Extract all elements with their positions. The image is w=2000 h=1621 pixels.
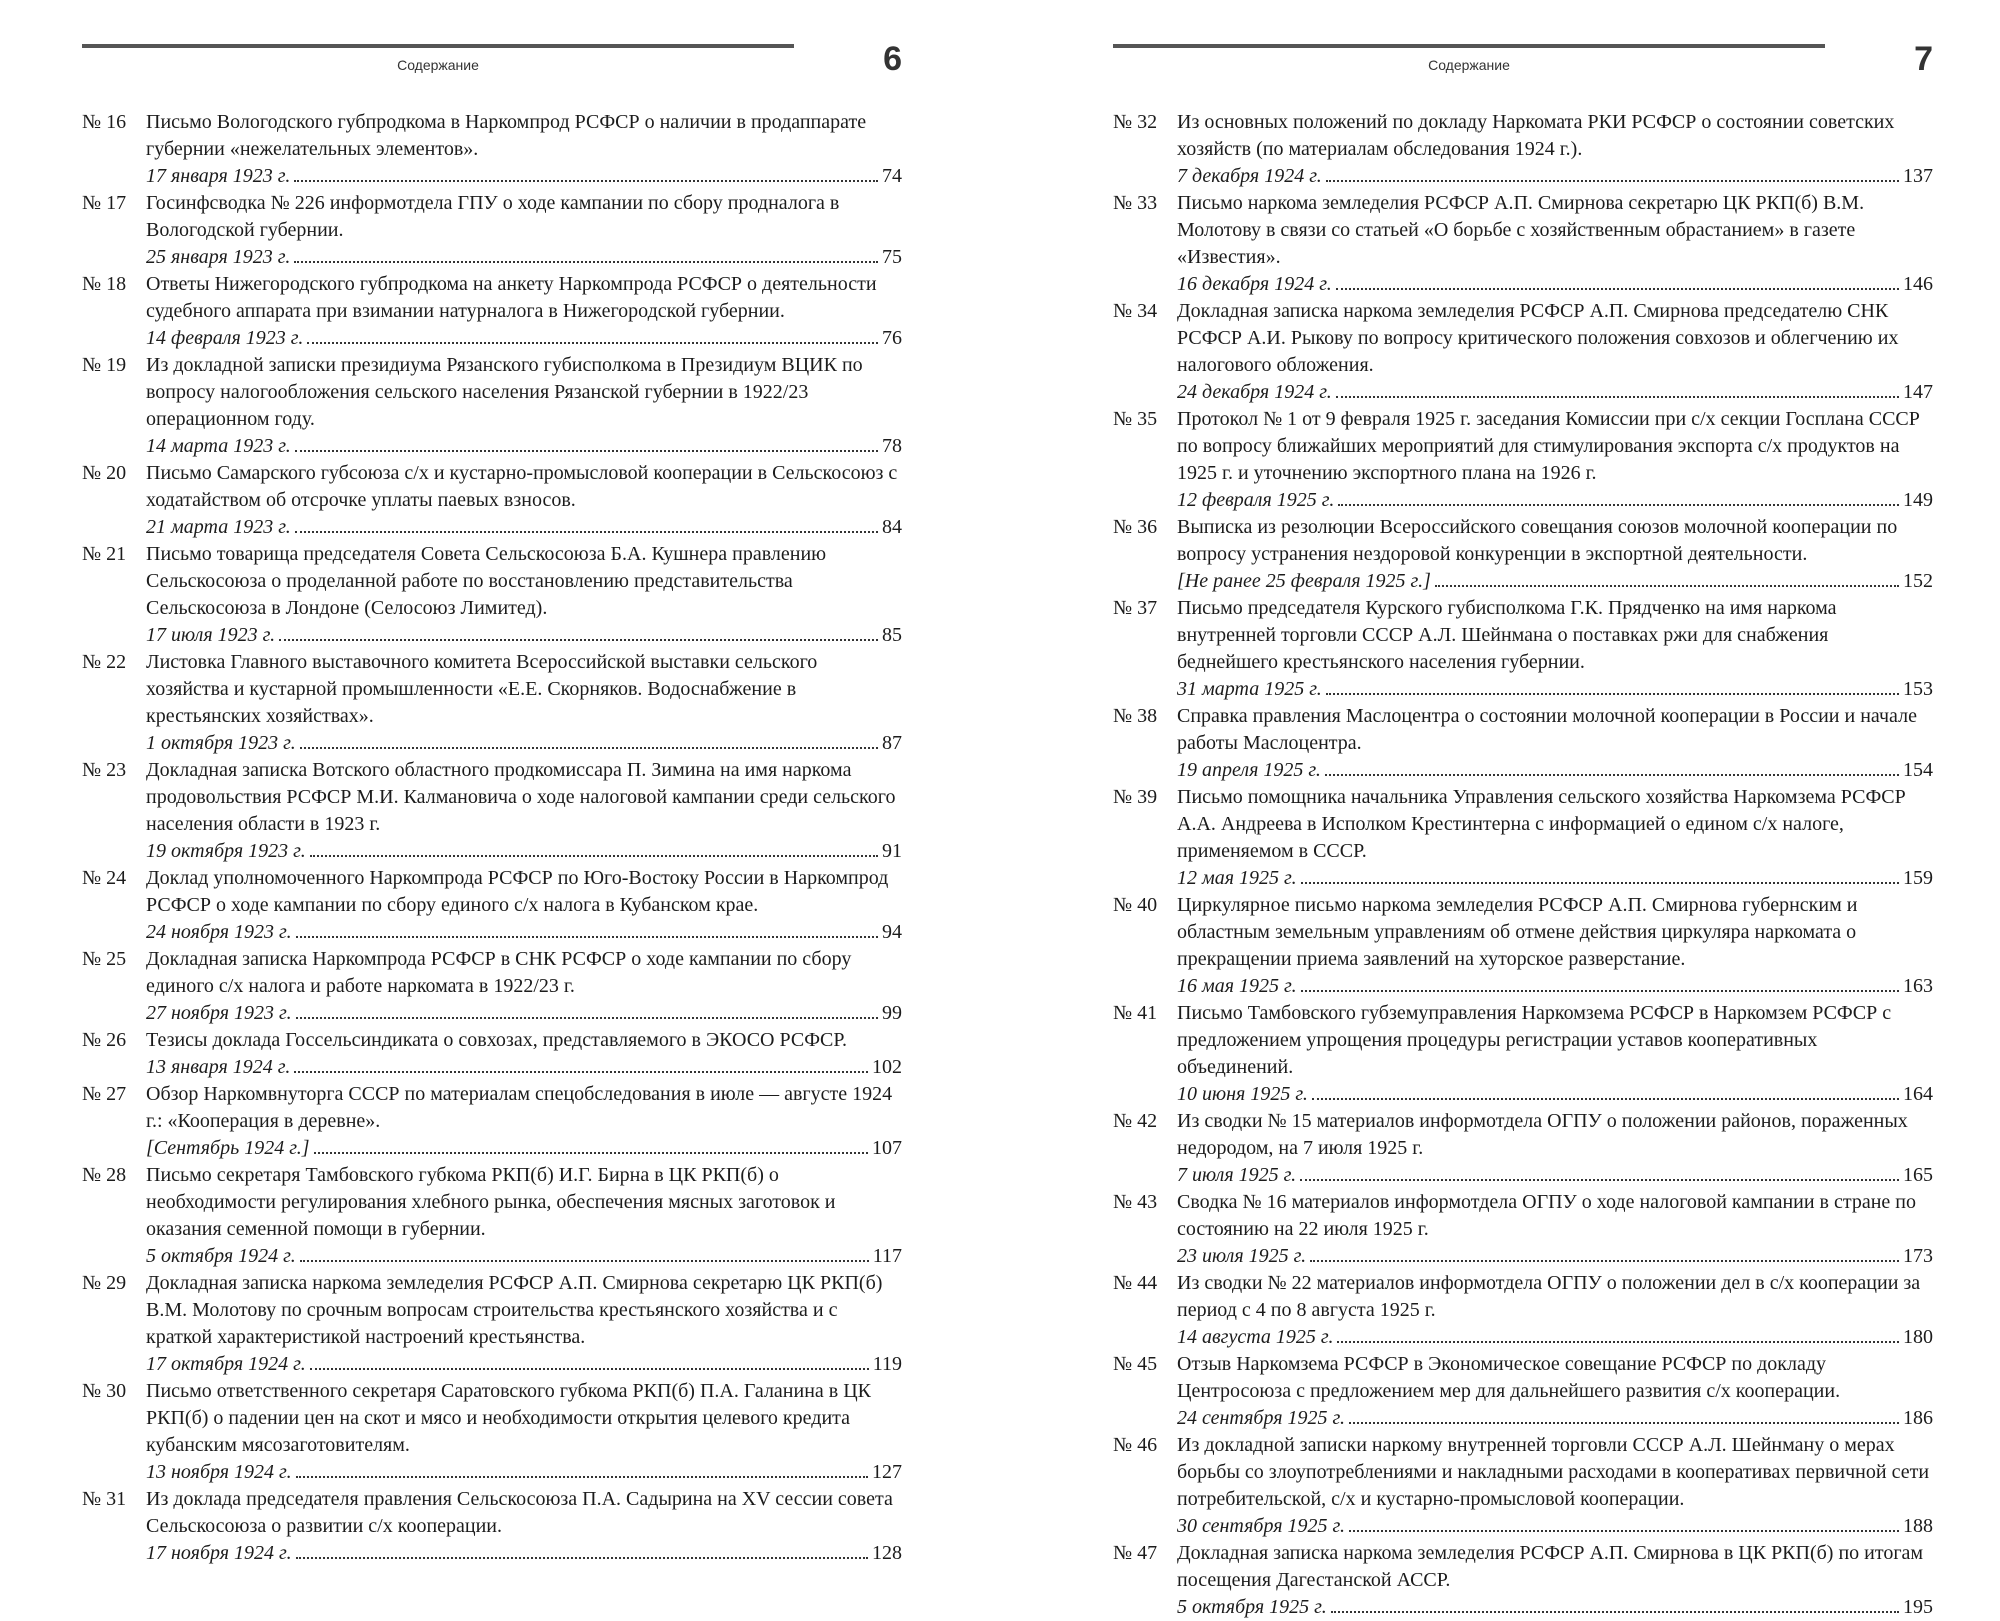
entry-date-line <box>1177 1324 1933 1351</box>
toc-entry <box>1113 1540 1933 1621</box>
entry-body <box>1177 892 1933 1000</box>
toc-entry <box>1113 298 1933 406</box>
entry-number: № 33 <box>1113 192 1158 214</box>
entry-number: № 40 <box>1113 894 1158 916</box>
dot-leader <box>1300 1179 1899 1181</box>
entry-date-line <box>1177 973 1933 1000</box>
dot-leader <box>1326 693 1899 695</box>
entry-body <box>146 1270 902 1378</box>
toc-entry <box>1113 406 1933 514</box>
entry-page-number: 94 <box>882 921 902 943</box>
entry-number: № 45 <box>1113 1353 1158 1375</box>
entry-date-line <box>146 433 902 460</box>
entry-title: Госинфсводка № 226 информотдела ГПУ о ходе кампании по сбору продналога в Вологодской губернии. <box>146 192 840 241</box>
toc-entry <box>1113 109 1933 190</box>
entry-title: Сводка № 16 материалов информотдела ОГПУ о ходе налоговой кампании в стране по состоянию на 22 июля 1925 г. <box>1177 1191 1917 1240</box>
entry-number: № 37 <box>1113 597 1158 619</box>
entry-title: Из докладной записки президиума Рязанского губисполкома в Президиум ВЦИК по вопросу налогообложения сельского населения Рязанской губернии в 1922/23 операционном году. <box>146 354 863 430</box>
entry-number: № 46 <box>1113 1434 1158 1456</box>
entry-page-number: 152 <box>1903 570 1933 592</box>
entry-number: № 47 <box>1113 1542 1158 1564</box>
toc-entry <box>1113 1270 1933 1351</box>
toc-entry <box>82 541 902 649</box>
entry-page-number: 87 <box>882 732 902 754</box>
entry-page-number: 165 <box>1903 1164 1933 1186</box>
dot-leader <box>1349 1530 1899 1532</box>
entry-date: 24 ноября 1923 г. <box>146 921 292 943</box>
entry-date-line <box>1177 163 1933 190</box>
entry-body <box>146 1081 902 1162</box>
toc-entry <box>1113 703 1933 784</box>
dot-leader <box>279 639 878 641</box>
entry-page-number: 149 <box>1903 489 1933 511</box>
entry-body <box>146 1162 902 1270</box>
entry-body <box>146 946 902 1027</box>
dot-leader <box>1331 1611 1899 1613</box>
dot-leader <box>296 1476 868 1478</box>
entry-title: Отзыв Наркомзема РСФСР в Экономическое совещание РСФСР по докладу Центросоюза с предложением мер для дальнейшего развития с/х кооперации. <box>1177 1353 1841 1402</box>
entry-date-line <box>1177 379 1933 406</box>
entry-body <box>146 109 902 190</box>
entry-title: Докладная записка наркома земледелия РСФСР А.П. Смирнова в ЦК РКП(б) по итогам посещения Дагестанской АССР. <box>1177 1542 1924 1591</box>
entry-date-line <box>1177 865 1933 892</box>
toc-entry <box>1113 1000 1933 1108</box>
entry-date: 27 ноября 1923 г. <box>146 1002 292 1024</box>
entry-date-line <box>1177 1513 1933 1540</box>
toc-list <box>82 109 902 1567</box>
entry-body <box>146 190 902 271</box>
entry-page-number: 78 <box>882 435 902 457</box>
entry-title: Письмо товарища председателя Совета Сельскосоюза Б.А. Кушнера правлению Сельскосоюза о проделанной работе по восстановлению представительства Сельскосоюза в Лондоне (Селосоюз Лимитед). <box>146 543 827 619</box>
toc-entry <box>1113 190 1933 298</box>
entry-date-line <box>146 1135 902 1162</box>
entry-number: № 35 <box>1113 408 1158 430</box>
entry-title: Письмо помощника начальника Управления сельского хозяйства Наркомзема РСФСР А.А. Андреева в Исполком Крестинтерна с информацией о едином с/х налоге, применяемом в СССР. <box>1177 786 1906 862</box>
dot-leader <box>296 1557 868 1559</box>
entry-title: Циркулярное письмо наркома земледелия РСФСР А.П. Смирнова губернским и областным земельным управлениям об отмене действия циркуляра наркомата о прекращении приема заявлений на хуторское разверстание. <box>1177 894 1858 970</box>
toc-entry <box>1113 1189 1933 1270</box>
entry-page-number: 153 <box>1903 678 1933 700</box>
entry-date: [Сентябрь 1924 г.] <box>146 1137 310 1159</box>
entry-number: № 34 <box>1113 300 1158 322</box>
page-number: 6 <box>883 40 902 78</box>
entry-title: Докладная записка наркома земледелия РСФСР А.П. Смирнова секретарю ЦК РКП(б) В.М. Молотову по срочным вопросам строительства крестьянского хозяйства и с краткой характеристикой настроений крестьянства. <box>146 1272 883 1348</box>
entry-number: № 30 <box>82 1380 127 1402</box>
entry-body <box>1177 703 1933 784</box>
dot-leader <box>1301 882 1899 884</box>
entry-title: Письмо наркома земледелия РСФСР А.П. Смирнова секретарю ЦК РКП(б) В.М. Молотову в связи со статьей «О борьбе с хозяйственным обрастанием» в газете «Известия». <box>1177 192 1865 268</box>
entry-page-number: 85 <box>882 624 902 646</box>
entry-body <box>1177 1432 1933 1540</box>
entry-title: Тезисы доклада Госсельсиндиката о совхозах, представляемого в ЭКОСО РСФСР. <box>146 1029 847 1051</box>
entry-date-line <box>146 730 902 757</box>
entry-body <box>146 541 902 649</box>
entry-date-line <box>146 244 902 271</box>
entry-page-number: 188 <box>1903 1515 1933 1537</box>
dot-leader <box>1349 1422 1899 1424</box>
left-page <box>82 0 902 1564</box>
entry-number: № 36 <box>1113 516 1158 538</box>
entry-date: 30 сентября 1925 г. <box>1177 1515 1346 1537</box>
running-header-title: Содержание <box>1428 57 1510 73</box>
entry-body <box>146 352 902 460</box>
entry-number: № 41 <box>1113 1002 1158 1024</box>
entry-date-line <box>146 514 902 541</box>
entry-number: № 22 <box>82 651 127 673</box>
entry-date-line <box>1177 1243 1933 1270</box>
entry-page-number: 102 <box>872 1056 902 1078</box>
entry-date-line <box>146 1000 902 1027</box>
dot-leader <box>1338 504 1899 506</box>
entry-number: № 25 <box>82 948 127 970</box>
dot-leader <box>310 1368 869 1370</box>
entry-number: № 42 <box>1113 1110 1158 1132</box>
entry-date-line <box>146 622 902 649</box>
entry-title: Письмо Тамбовского губземуправления Наркомзема РСФСР в Наркомзем РСФСР с предложением упрощения процедуры регистрации уставов кооперативных объединений. <box>1177 1002 1892 1078</box>
toc-entry <box>82 649 902 757</box>
entry-number: № 43 <box>1113 1191 1158 1213</box>
entry-body <box>146 1378 902 1486</box>
entry-number: № 32 <box>1113 111 1158 133</box>
entry-page-number: 91 <box>882 840 902 862</box>
entry-body <box>1177 1189 1933 1270</box>
entry-date-line <box>1177 757 1933 784</box>
entry-title: Докладная записка Вотского областного продкомиссара П. Зимина на имя наркома продовольствия РСФСР М.И. Калмановича о ходе налоговой кампании среди сельского населения области в 1923 г. <box>146 759 896 835</box>
entry-date: 5 октября 1924 г. <box>146 1245 296 1267</box>
entry-page-number: 119 <box>872 1353 902 1375</box>
entry-page-number: 159 <box>1903 867 1933 889</box>
entry-page-number: 173 <box>1903 1245 1933 1267</box>
entry-date: 13 января 1924 г. <box>146 1056 291 1078</box>
entry-date: 25 января 1923 г. <box>146 246 291 268</box>
entry-page-number: 127 <box>872 1461 902 1483</box>
entry-title: Письмо Вологодского губпродкома в Наркомпрод РСФСР о наличии в продаппарате губернии «нежелательных элементов». <box>146 111 867 160</box>
entry-date: 12 мая 1925 г. <box>1177 867 1297 889</box>
entry-page-number: 117 <box>872 1245 902 1267</box>
dot-leader <box>1312 1098 1899 1100</box>
toc-entry <box>82 946 902 1027</box>
entry-number: № 20 <box>82 462 127 484</box>
entry-body <box>1177 109 1933 190</box>
entry-number: № 18 <box>82 273 127 295</box>
entry-date: 31 марта 1925 г. <box>1177 678 1322 700</box>
entry-date: 7 декабря 1924 г. <box>1177 165 1322 187</box>
entry-date-line <box>146 1243 902 1270</box>
entry-page-number: 164 <box>1903 1083 1933 1105</box>
running-header-title: Содержание <box>397 57 479 73</box>
dot-leader <box>310 855 878 857</box>
toc-entry <box>1113 1351 1933 1432</box>
entry-date-line <box>146 325 902 352</box>
page-number: 7 <box>1914 40 1933 78</box>
entry-title: Листовка Главного выставочного комитета Всероссийской выставки сельского хозяйства и кустарной промышленности «Е.Е. Скорняков. Водоснабжение в крестьянских хозяйствах». <box>146 651 818 727</box>
entry-date: 14 февраля 1923 г. <box>146 327 304 349</box>
entry-body <box>1177 595 1933 703</box>
toc-entry <box>82 865 902 946</box>
entry-body <box>1177 190 1933 298</box>
entry-date-line <box>1177 1081 1933 1108</box>
entry-body <box>1177 1351 1933 1432</box>
toc-entry <box>82 757 902 865</box>
entry-title: Справка правления Маслоцентра о состоянии молочной кооперации в России и начале работы Маслоцентра. <box>1177 705 1917 754</box>
entry-body <box>1177 298 1933 406</box>
dot-leader <box>300 1260 869 1262</box>
entry-body <box>146 1027 902 1081</box>
entry-date: 12 февраля 1925 г. <box>1177 489 1335 511</box>
entry-title: Письмо Самарского губсоюза с/х и кустарно-промысловой кооперации в Сельскосоюз с ходатайством об отсрочке уплаты паевых взносов. <box>146 462 898 511</box>
entry-body <box>1177 514 1933 595</box>
toc-entry <box>82 190 902 271</box>
toc-entry <box>82 1486 902 1567</box>
entry-page-number: 180 <box>1903 1326 1933 1348</box>
entry-date: 1 октября 1923 г. <box>146 732 296 754</box>
entry-number: № 29 <box>82 1272 127 1294</box>
toc-entry <box>1113 784 1933 892</box>
entry-date: 24 сентября 1925 г. <box>1177 1407 1346 1429</box>
entry-number: № 39 <box>1113 786 1158 808</box>
toc-list <box>1113 109 1933 1621</box>
entry-date: 24 декабря 1924 г. <box>1177 381 1332 403</box>
entry-body <box>1177 1270 1933 1351</box>
entry-title: Обзор Наркомвнуторга СССР по материалам спецобследования в июле — августе 1924 г.: «Кооперация в деревне». <box>146 1083 893 1132</box>
entry-page-number: 147 <box>1903 381 1933 403</box>
entry-title: Выписка из резолюции Всероссийского совещания союзов молочной кооперации по вопросу устранения нездоровой конкуренции в экспортной деятельности. <box>1177 516 1898 565</box>
entry-number: № 21 <box>82 543 127 565</box>
entry-title: Из сводки № 22 материалов информотдела ОГПУ о положении дел в с/х кооперации за период с 4 по 8 августа 1925 г. <box>1177 1272 1921 1321</box>
entry-title: Из сводки № 15 материалов информотдела ОГПУ о положении районов, пораженных недородом, на 7 июля 1925 г. <box>1177 1110 1908 1159</box>
dot-leader <box>294 180 878 182</box>
entry-date: 19 октября 1923 г. <box>146 840 306 862</box>
entry-body <box>1177 1540 1933 1621</box>
entry-number: № 23 <box>82 759 127 781</box>
toc-entry <box>82 1270 902 1378</box>
dot-leader <box>296 1017 878 1019</box>
dot-leader <box>1435 585 1899 587</box>
toc-entry <box>82 1027 902 1081</box>
entry-body <box>146 460 902 541</box>
header-rule <box>1113 44 1825 48</box>
entry-date: 10 июня 1925 г. <box>1177 1083 1308 1105</box>
toc-entry <box>82 1081 902 1162</box>
entry-title: Протокол № 1 от 9 февраля 1925 г. заседания Комиссии при с/х секции Госплана СССР по вопросу ближайших мероприятий для стимулирования экспорта с/х продуктов на 1925 г. и уточнению экспортного плана на 1926 г. <box>1177 408 1920 484</box>
header-rule <box>82 44 794 48</box>
toc-entry <box>1113 1432 1933 1540</box>
toc-entry <box>82 352 902 460</box>
entry-title: Ответы Нижегородского губпродкома на анкету Наркомпрода РСФСР о деятельности судебного аппарата при взимании натурналога в Нижегородской губернии. <box>146 273 877 322</box>
entry-date-line <box>146 163 902 190</box>
entry-date: 19 апреля 1925 г. <box>1177 759 1321 781</box>
dot-leader <box>300 747 878 749</box>
entry-page-number: 74 <box>882 165 902 187</box>
toc-entry <box>1113 514 1933 595</box>
entry-date: 21 марта 1923 г. <box>146 516 291 538</box>
entry-page-number: 107 <box>872 1137 902 1159</box>
entry-title: Письмо ответственного секретаря Саратовского губкома РКП(б) П.А. Галанина в ЦК РКП(б) о падении цен на скот и мясо и необходимости открытия целевого кредита кубанским мясозаготовителям. <box>146 1380 872 1456</box>
right-page <box>1113 0 1933 1618</box>
entry-number: № 38 <box>1113 705 1158 727</box>
toc-entry <box>82 460 902 541</box>
entry-date: 7 июля 1925 г. <box>1177 1164 1297 1186</box>
entry-date-line <box>1177 271 1933 298</box>
entry-date-line <box>146 1540 902 1567</box>
toc-entry <box>82 109 902 190</box>
entry-number: № 16 <box>82 111 127 133</box>
entry-page-number: 75 <box>882 246 902 268</box>
entry-date-line <box>1177 1162 1933 1189</box>
entry-date-line <box>146 919 902 946</box>
entry-title: Письмо председателя Курского губисполкома Г.К. Прядченко на имя наркома внутренней торговли СССР А.Л. Шейнмана о поставках ржи для снабжения беднейшего крестьянского населения губернии. <box>1177 597 1837 673</box>
entry-body <box>146 271 902 352</box>
entry-page-number: 154 <box>1903 759 1933 781</box>
entry-number: № 17 <box>82 192 127 214</box>
entry-title: Из докладной записки наркому внутренней торговли СССР А.Л. Шейнману о мерах борьбы со злоупотреблениями и накладными расходами в кооперативах первичной сети потребительской, с/х и кустарно-промысловой кооперации. <box>1177 1434 1930 1510</box>
entry-date: 16 декабря 1924 г. <box>1177 273 1332 295</box>
toc-entry <box>82 271 902 352</box>
entry-title: Докладная записка наркома земледелия РСФСР А.П. Смирнова председателю СНК РСФСР А.И. Рыкову по вопросу критического положения совхозов и облегчению их налогового обложения. <box>1177 300 1899 376</box>
entry-date: 16 мая 1925 г. <box>1177 975 1297 997</box>
dot-leader <box>307 342 878 344</box>
toc-entry <box>1113 595 1933 703</box>
entry-date: 5 октября 1925 г. <box>1177 1596 1327 1618</box>
dot-leader <box>295 450 878 452</box>
toc-entry <box>1113 1108 1933 1189</box>
dot-leader <box>1310 1260 1899 1262</box>
entry-date: 14 марта 1923 г. <box>146 435 291 457</box>
dot-leader <box>1301 990 1899 992</box>
entry-date: 14 августа 1925 г. <box>1177 1326 1334 1348</box>
dot-leader <box>296 936 878 938</box>
dot-leader <box>1326 180 1899 182</box>
entry-page-number: 163 <box>1903 975 1933 997</box>
dot-leader <box>1337 1341 1899 1343</box>
entry-page-number: 137 <box>1903 165 1933 187</box>
dot-leader <box>294 261 878 263</box>
entry-page-number: 99 <box>882 1002 902 1024</box>
entry-body <box>1177 1000 1933 1108</box>
dot-leader <box>1336 396 1899 398</box>
entry-body <box>146 757 902 865</box>
entry-number: № 27 <box>82 1083 127 1105</box>
entry-title: Доклад уполномоченного Наркомпрода РСФСР по Юго-Востоку России в Наркомпрод РСФСР о ходе кампании по сбору единого с/х налога в Кубанском крае. <box>146 867 889 916</box>
entry-date: 17 октября 1924 г. <box>146 1353 306 1375</box>
entry-number: № 31 <box>82 1488 127 1510</box>
entry-body <box>146 649 902 757</box>
toc-entry <box>82 1378 902 1486</box>
dot-leader <box>314 1152 868 1154</box>
entry-number: № 26 <box>82 1029 127 1051</box>
entry-date-line <box>146 1054 902 1081</box>
entry-date-line <box>1177 1405 1933 1432</box>
entry-date: 17 июля 1923 г. <box>146 624 276 646</box>
entry-body <box>1177 784 1933 892</box>
toc-entry <box>82 1162 902 1270</box>
dot-leader <box>295 531 878 533</box>
entry-date: 17 января 1923 г. <box>146 165 291 187</box>
entry-date-line <box>146 1459 902 1486</box>
entry-date-line <box>1177 676 1933 703</box>
entry-date: 17 ноября 1924 г. <box>146 1542 292 1564</box>
entry-number: № 44 <box>1113 1272 1158 1294</box>
dot-leader <box>1336 288 1899 290</box>
entry-page-number: 84 <box>882 516 902 538</box>
entry-page-number: 76 <box>882 327 902 349</box>
entry-title: Из основных положений по докладу Наркомата РКИ РСФСР о состоянии советских хозяйств (по материалам обследования 1924 г.). <box>1177 111 1895 160</box>
entry-number: № 28 <box>82 1164 127 1186</box>
entry-body <box>1177 1108 1933 1189</box>
entry-body <box>1177 406 1933 514</box>
dot-leader <box>294 1071 868 1073</box>
entry-date: 23 июля 1925 г. <box>1177 1245 1307 1267</box>
entry-page-number: 186 <box>1903 1407 1933 1429</box>
entry-date-line <box>1177 487 1933 514</box>
entry-title: Докладная записка Наркомпрода РСФСР в СНК РСФСР о ходе кампании по сбору единого с/х налога и работе наркомата в 1922/23 г. <box>146 948 852 997</box>
toc-entry <box>1113 892 1933 1000</box>
entry-body <box>146 865 902 946</box>
entry-date-line <box>1177 568 1933 595</box>
entry-page-number: 146 <box>1903 273 1933 295</box>
entry-date: 13 ноября 1924 г. <box>146 1461 292 1483</box>
dot-leader <box>1325 774 1899 776</box>
entry-title: Письмо секретаря Тамбовского губкома РКП(б) И.Г. Бирна в ЦК РКП(б) о необходимости регулирования хлебного рынка, обеспечения мясных заготовок и оказания семенной помощи в губернии. <box>146 1164 836 1240</box>
entry-page-number: 128 <box>872 1542 902 1564</box>
entry-number: № 24 <box>82 867 127 889</box>
entry-date-line <box>1177 1594 1933 1621</box>
entry-number: № 19 <box>82 354 127 376</box>
entry-date-line <box>146 1351 902 1378</box>
entry-date-line <box>146 838 902 865</box>
entry-date: [Не ранее 25 февраля 1925 г.] <box>1177 570 1431 592</box>
entry-page-number: 195 <box>1903 1596 1933 1618</box>
entry-body <box>146 1486 902 1567</box>
entry-title: Из доклада председателя правления Сельскосоюза П.А. Садырина на XV сессии совета Сельскосоюза о развитии с/х кооперации. <box>146 1488 893 1537</box>
